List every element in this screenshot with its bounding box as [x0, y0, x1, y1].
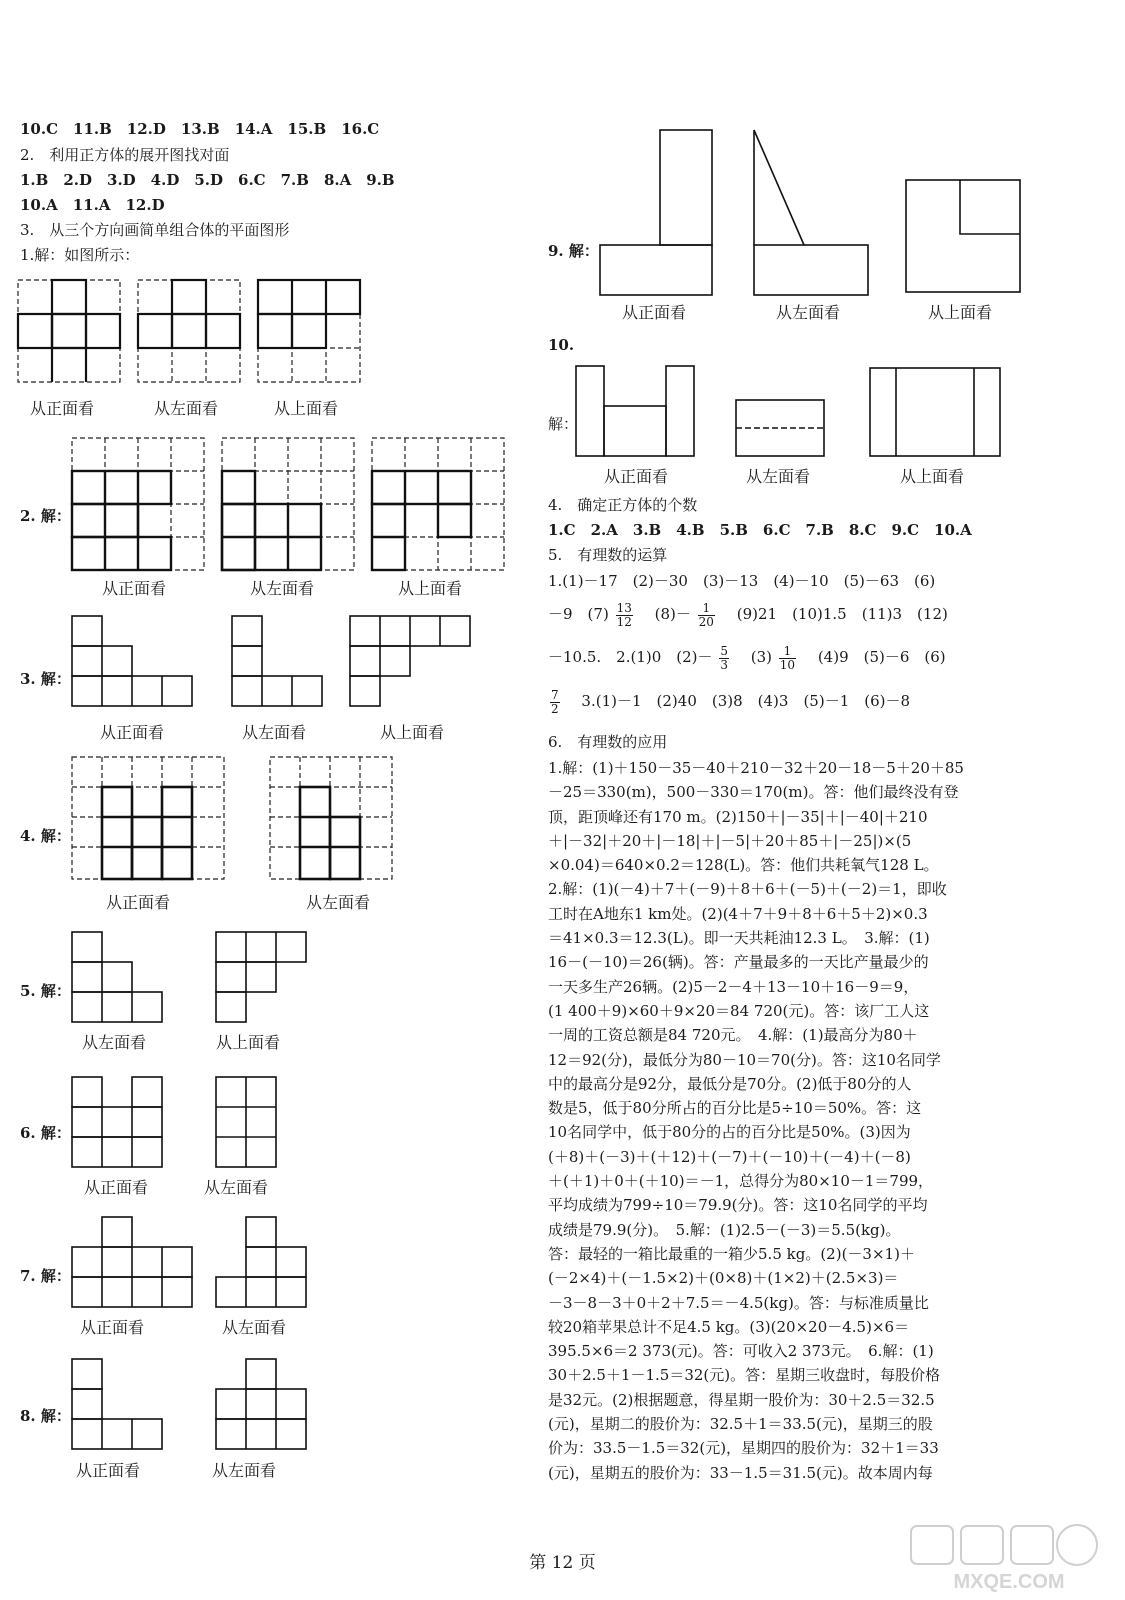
q2-front-grid — [70, 436, 206, 572]
q9-front-caption: 从正面看 — [622, 303, 687, 322]
q10-label: 10. — [548, 336, 575, 354]
q10-top-shape — [868, 366, 1004, 460]
q6-left-caption: 从左面看 — [204, 1178, 269, 1197]
q1-left-caption: 从左面看 — [154, 399, 219, 418]
q5-left-shape — [70, 930, 166, 1026]
para-line: ＋(＋1)＋0＋(＋10)＝－1，总得分为80×10－1＝799， — [548, 1172, 934, 1191]
q9-top-shape — [904, 178, 1024, 296]
section-5-line-4 — [548, 684, 910, 718]
q9-left-caption: 从左面看 — [776, 303, 841, 322]
section-4-heading: 4. 确定正方体的个数 — [548, 496, 698, 514]
q3-top-caption: 从上面看 — [380, 723, 445, 742]
fraction-7-2: $\frac{7}{2}$ — [551, 687, 559, 716]
para-line: ＋|－32|＋20＋|－18|＋|－5|＋20＋85＋|－25|)×(5 — [548, 831, 912, 850]
q10-solution-label: 解： — [548, 415, 579, 433]
para-line: 答：最轻的一箱比最重的一箱少5.5 kg。(2)(－3×1)＋ — [548, 1244, 915, 1263]
para-line: 1.解：(1)＋150－35－40＋210－32＋20－18－5＋20＋85 — [548, 759, 964, 777]
fraction-13-12: $\frac{13}{12}$ — [616, 600, 632, 629]
para-line: 中的最高分是92分，最低分是70分。(2)低于80分的人 — [548, 1074, 912, 1093]
q2-top-grid — [370, 436, 506, 572]
para-line: 工时在A地东1 km处。(2)(4＋7＋9＋8＋6＋5＋2)×0.3 — [548, 904, 928, 923]
q2-label: 2. 解： — [20, 507, 71, 525]
para-line: (元)，星期五的股价为：33－1.5＝31.5(元)。故本周内每 — [548, 1463, 933, 1482]
q5-label: 5. 解： — [20, 982, 71, 1000]
q7-front-shape — [70, 1215, 196, 1311]
section-2-heading: 2. 利用正方体的展开图找对面 — [20, 146, 230, 164]
para-line: 10名同学中，低于80分的占的百分比是50%。(3)因为 — [548, 1123, 911, 1142]
para-line: ＝41×0.3＝12.3(L)。即一天共耗油12.3 L。 3.解：(1) — [548, 929, 930, 948]
q4-label: 4. 解： — [20, 827, 71, 845]
q1-top-caption: 从上面看 — [274, 399, 339, 418]
q3-top-shape — [348, 614, 474, 710]
watermark-logo — [905, 1522, 1115, 1594]
para-line: 一天多生产26辆。(2)5－2－4＋13－10＋16－9＝9， — [548, 977, 919, 996]
fraction-1-10: $\frac{1}{10}$ — [779, 643, 796, 672]
section-5-line-1: 1.(1)－17 (2)－30 (3)－13 (4)－10 (5)－63 (6) — [548, 572, 936, 590]
q2-front-caption: 从正面看 — [102, 579, 167, 598]
section-5-line-3 — [548, 640, 946, 674]
q8-label: 8. 解： — [20, 1407, 71, 1425]
watermark-text: MXQE.COM — [953, 1571, 1065, 1593]
q4-front-caption: 从正面看 — [106, 893, 171, 912]
para-line: 数是5，低于80分所占的百分比是5÷10＝50%。答：这 — [548, 1099, 922, 1118]
q1-top-grid — [256, 278, 362, 384]
section-5-line-3a: －10.5. 2.(1)0 (2)－ — [548, 648, 713, 666]
q4-left-caption: 从左面看 — [306, 893, 371, 912]
section-5-heading: 5. 有理数的运算 — [548, 546, 668, 564]
section-4-answers: 1.C 2.A 3.B 4.B 5.B 6.C 7.B 8.C 9.C 10.A — [548, 521, 972, 539]
q9-front-shape — [598, 128, 718, 298]
para-line: 顶，距顶峰还有170 m。(2)150＋|－35|＋|－40|＋210 — [548, 807, 928, 826]
para-line: 395.5×6＝2 373(元)。答：可收入2 373元。 6.解：(1) — [548, 1342, 934, 1361]
section-6-paragraph — [548, 756, 1018, 1485]
answers-line-1: 10.C 11.B 12.D 13.B 14.A 15.B 16.C — [20, 120, 380, 138]
q5-top-shape — [214, 930, 310, 1026]
section-5-line-3b: (3) — [735, 648, 772, 666]
q6-left-shape — [214, 1075, 280, 1171]
para-line: 是32元。(2)根据题意，得星期一股价为：30＋2.5＝32.5 — [548, 1390, 935, 1409]
answers-line-3: 1.B 2.D 3.D 4.D 5.D 6.C 7.B 8.A 9.B — [20, 171, 395, 189]
q6-front-caption: 从正面看 — [84, 1178, 149, 1197]
q10-top-caption: 从上面看 — [900, 467, 965, 486]
q1-left-grid — [136, 278, 242, 384]
section-5-line-2c: (9)21 (10)1.5 (11)3 (12) — [721, 605, 948, 623]
q3-front-shape — [70, 614, 196, 710]
q3-label: 3. 解： — [20, 670, 71, 688]
q5-left-caption: 从左面看 — [82, 1033, 147, 1052]
q9-left-shape — [752, 128, 872, 298]
q2-left-grid — [220, 436, 356, 572]
q7-label: 7. 解： — [20, 1267, 71, 1285]
section-3-heading: 3. 从三个方向画简单组合体的平面图形 — [20, 221, 290, 239]
q1-intro: 1.解：如图所示： — [20, 246, 140, 264]
q10-front-shape — [574, 364, 700, 460]
section-5-line-3c: (4)9 (5)－6 (6) — [802, 648, 946, 666]
q10-left-shape — [734, 398, 830, 460]
para-line: 一周的工资总额是84 720元。 4.解：(1)最高分为80＋ — [548, 1026, 918, 1045]
q10-front-caption: 从正面看 — [604, 467, 669, 486]
q2-left-caption: 从左面看 — [250, 579, 315, 598]
page-number: 第 12 页 — [529, 1553, 596, 1573]
para-line: －3－8－3＋0＋2＋7.5＝－4.5(kg)。答：与标准质量比 — [548, 1293, 929, 1312]
q9-label: 9. 解： — [548, 242, 599, 260]
q3-front-caption: 从正面看 — [100, 723, 165, 742]
para-line: (1 400＋9)×60＋9×20＝84 720(元)。答：该厂工人这 — [548, 1001, 930, 1020]
fraction-1-20: $\frac{1}{20}$ — [698, 600, 714, 629]
para-line: 12＝92(分)，最低分为80－10＝70(分)。答：这10名同学 — [548, 1050, 941, 1069]
answers-line-4: 10.A 11.A 12.D — [20, 196, 165, 214]
q9-top-caption: 从上面看 — [928, 303, 993, 322]
para-line: ×0.04)＝640×0.2＝128(L)。答：他们共耗氧气128 L。 — [548, 856, 939, 875]
fraction-5-3: $\frac{5}{3}$ — [720, 643, 728, 672]
para-line: (＋8)＋(－3)＋(＋12)＋(－7)＋(－10)＋(－4)＋(－8) — [548, 1147, 911, 1166]
q7-left-shape — [214, 1215, 310, 1311]
para-line: 成绩是79.9(分)。 5.解：(1)2.5－(－3)＝5.5(kg)。 — [548, 1220, 901, 1239]
q6-front-shape — [70, 1075, 166, 1171]
q7-front-caption: 从正面看 — [80, 1318, 145, 1337]
q4-left-grid — [268, 755, 394, 881]
para-line: 30＋2.5＋1－1.5＝32(元)。答：星期三收盘时，每股价格 — [548, 1366, 941, 1385]
q7-left-caption: 从左面看 — [222, 1318, 287, 1337]
q8-left-caption: 从左面看 — [212, 1461, 277, 1480]
q3-left-caption: 从左面看 — [242, 723, 307, 742]
q1-front-grid — [16, 278, 122, 384]
q8-front-shape — [70, 1357, 166, 1453]
para-line: (元)，星期二的股价为：32.5＋1＝33.5(元)，星期三的股 — [548, 1415, 933, 1434]
para-line: 较20箱苹果总计不足4.5 kg。(3)(20×20－4.5)×6＝ — [548, 1317, 910, 1336]
q10-left-caption: 从左面看 — [746, 467, 811, 486]
section-5-line-2b: (8)－ — [639, 605, 691, 623]
q8-front-caption: 从正面看 — [76, 1461, 141, 1480]
para-line: (－2×4)＋(－1.5×2)＋(0×8)＋(1×2)＋(2.5×3)＝ — [548, 1269, 899, 1288]
para-line: 价为：33.5－1.5＝32(元)，星期四的股价为：32＋1＝33 — [548, 1439, 939, 1458]
q8-left-shape — [214, 1357, 310, 1453]
section-5-line-2a: －9 (7) — [548, 605, 609, 623]
para-line: 16－(－10)＝26(辆)。答：产量最多的一天比产量最少的 — [548, 953, 929, 972]
q2-top-caption: 从上面看 — [398, 579, 463, 598]
q3-left-shape — [230, 614, 326, 710]
section-5-line-2 — [548, 597, 948, 631]
q5-top-caption: 从上面看 — [216, 1033, 281, 1052]
section-5-line-4a: 3.(1)－1 (2)40 (3)8 (4)3 (5)－1 (6)－8 — [566, 692, 911, 710]
para-line: －25＝330(m)，500－330＝170(m)。答：他们最终没有登 — [548, 783, 959, 802]
section-6-heading: 6. 有理数的应用 — [548, 733, 668, 751]
para-line: 平均成绩为799÷10＝79.9(分)。答：这10名同学的平均 — [548, 1196, 928, 1215]
q4-front-grid — [70, 755, 226, 881]
para-line: 2.解：(1)(－4)＋7＋(－9)＋8＋6＋(－5)＋(－2)＝1，即收 — [548, 880, 947, 899]
q6-label: 6. 解： — [20, 1124, 71, 1142]
q1-front-caption: 从正面看 — [30, 399, 95, 418]
